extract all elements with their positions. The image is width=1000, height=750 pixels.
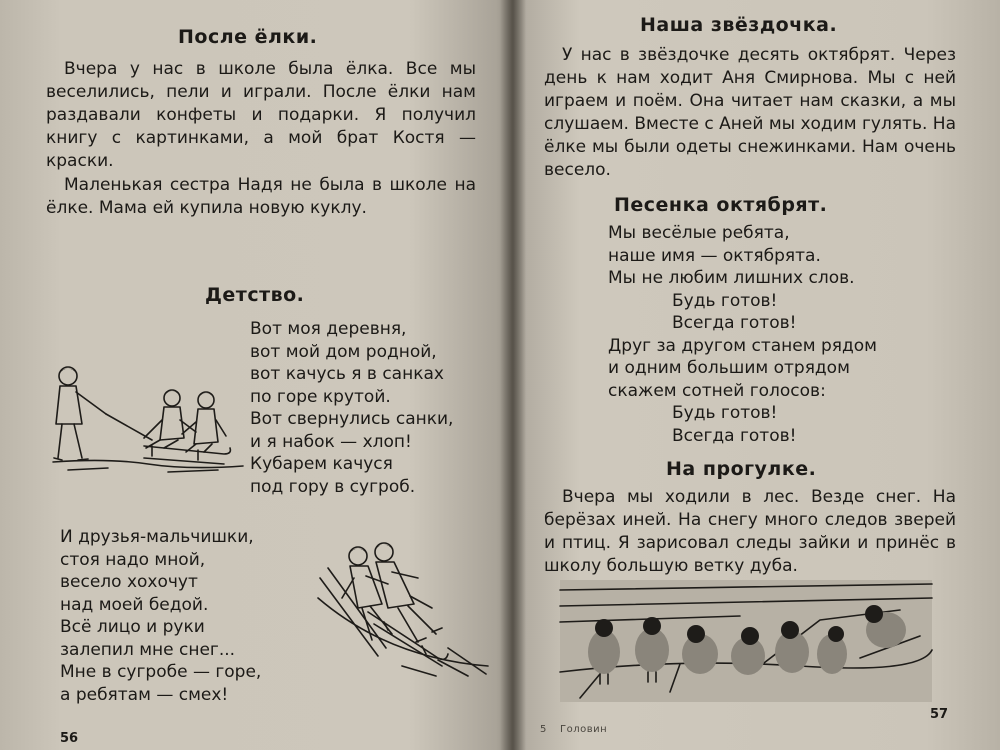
verse-line: залепил мне снег...: [60, 639, 236, 660]
signature-mark: 5: [540, 724, 547, 735]
page-number-right: 57: [930, 707, 949, 722]
verse-line: стоя надо мной,: [60, 549, 206, 570]
story-title-after-tree: После ёлки.: [178, 26, 318, 48]
page-number-left: 56: [60, 731, 79, 746]
verse-line: и одним большим отрядом: [608, 358, 850, 378]
verse-refrain-line: Будь готов!: [672, 290, 778, 311]
book-gutter: [500, 0, 526, 750]
right-page: [512, 0, 1000, 750]
verse-line: по горе крутой.: [250, 386, 391, 407]
story-paragraph: Маленькая сестра Надя не была в школе на ёлке. Мама ей купила новую куклу.: [46, 175, 476, 218]
verse-refrain-line: Всегда готов!: [672, 425, 797, 446]
story-title-our-star: Наша звёздочка.: [640, 14, 838, 36]
verse-line: Вот свернулись санки,: [250, 409, 454, 429]
verse-line: Вот моя деревня,: [250, 319, 407, 339]
poem-stanza-1: [250, 318, 453, 498]
verse-line: вот качусь я в санках: [250, 364, 444, 384]
verse-line: Кубарем качуся: [250, 454, 393, 474]
story-paragraph: Вчера мы ходили в лес. Везде снег. На берёзах иней. На снегу много следов зверей и птиц. Я зарисовал следы зайки и принёс в школу большую ветку дуба.: [544, 487, 956, 576]
poem-stanza-2: [60, 526, 261, 706]
verse-line: Мне в сугробе — горе,: [60, 662, 262, 682]
verse-line: скажем сотней голосов:: [608, 380, 826, 401]
verse-line: и я набок — хлоп!: [250, 431, 412, 452]
song-title-octobrists: Песенка октябрят.: [614, 194, 828, 216]
verse-line: над моей бедой.: [60, 594, 209, 615]
story-paragraph: Вчера у нас в школе была ёлка. Все мы веселились, пели и играли. После ёлки нам раздавали конфеты и подарки. Я получил книгу с картинками, а мой брат Костя — краски.: [46, 59, 476, 171]
verse-refrain-line: Всегда готов!: [672, 313, 797, 333]
sparrows-on-branch-illustration: [560, 580, 932, 702]
sledding-children-illustration: [48, 362, 248, 480]
verse-line: И друзья-мальчишки,: [60, 527, 254, 547]
verse-line: вот мой дом родной,: [250, 341, 437, 362]
verse-line: под гору в сугроб.: [250, 476, 416, 497]
verse-line: Друг за другом станем рядом: [608, 335, 877, 356]
verse-line: наше имя — октябрята.: [608, 245, 821, 266]
verse-line: весело хохочут: [60, 572, 198, 592]
footer-author: Головин: [560, 724, 608, 735]
song-verse: [608, 222, 877, 447]
downhill-sled-illustration: [318, 538, 490, 678]
verse-refrain-line: Будь готов!: [672, 403, 778, 423]
verse-line: Мы весёлые ребята,: [608, 223, 790, 243]
verse-line: а ребятам — смех!: [60, 684, 229, 705]
story-title-on-a-walk: На прогулке.: [666, 458, 817, 480]
story-paragraph: У нас в звёздочке десять октябрят. Через день к нам ходит Аня Смирнова. Мы с ней играем и поём. Она читает нам сказки, а мы слушаем. Вместе с Аней мы ходим гулять. На ёлке мы были одеты снежинками. Нам очень весело.: [544, 45, 956, 180]
verse-line: Мы не любим лишних слов.: [608, 268, 855, 288]
verse-line: Всё лицо и руки: [60, 617, 205, 637]
poem-title-childhood: Детство.: [205, 284, 305, 306]
